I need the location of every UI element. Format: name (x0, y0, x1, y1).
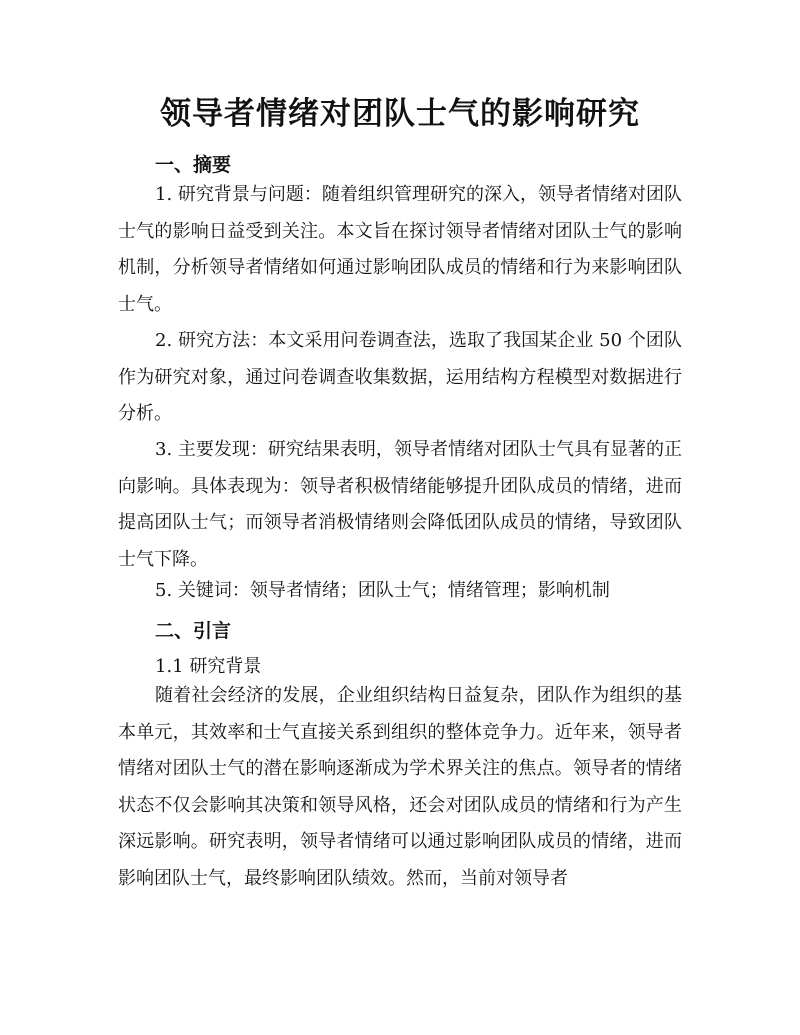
abstract-paragraph-keywords: 5. 关键词：领导者情绪；团队士气；情绪管理；影响机制 (155, 580, 610, 601)
introduction-paragraph: 随着社会经济的发展，企业组织结构日益复杂，团队作为组织的基本单元，其效率和士气直接关系到组织的整体竞争力。近年来，领导者情绪对团队士气的潜在影响逐渐成为学术界关注的焦点。领导者的情绪状态不仅会影响其决策和领导风格，还会对团队成员的情绪和行为产生深远影响。研究表明，领导者情绪可以通过影响团队成员的情绪，进而影响团队士气，最终影响团队绩效。然而，当前对领导者 (118, 685, 682, 889)
document-title: 领导者情绪对团队士气的影响研究 (160, 96, 640, 132)
section-heading-abstract: 一、摘要 (155, 154, 232, 176)
abstract-paragraph-background: 1. 研究背景与问题：随着组织管理研究的深入，领导者情绪对团队士气的影响日益受到关注。本文旨在探讨领导者情绪对团队士气的影响机制，分析领导者情绪如何通过影响团队成员的情绪和行为来影响团队士气。 (118, 184, 682, 315)
section-heading-introduction: 二、引言 (155, 620, 232, 642)
abstract-paragraph-findings: 3. 主要发现：研究结果表明，领导者情绪对团队士气具有显著的正向影响。具体表现为：领导者积极情绪能够提升团队成员的情绪，进而提高团队士气；而领导者消极情绪则会降低团队成员的情绪，导致团队士气下降。 (118, 439, 682, 570)
abstract-paragraph-method: 2. 研究方法：本文采用问卷调查法，选取了我国某企业 50 个团队作为研究对象，通过问卷调查收集数据，运用结构方程模型对数据进行分析。 (118, 330, 682, 424)
subsection-heading-background: 1.1 研究背景 (155, 656, 262, 677)
